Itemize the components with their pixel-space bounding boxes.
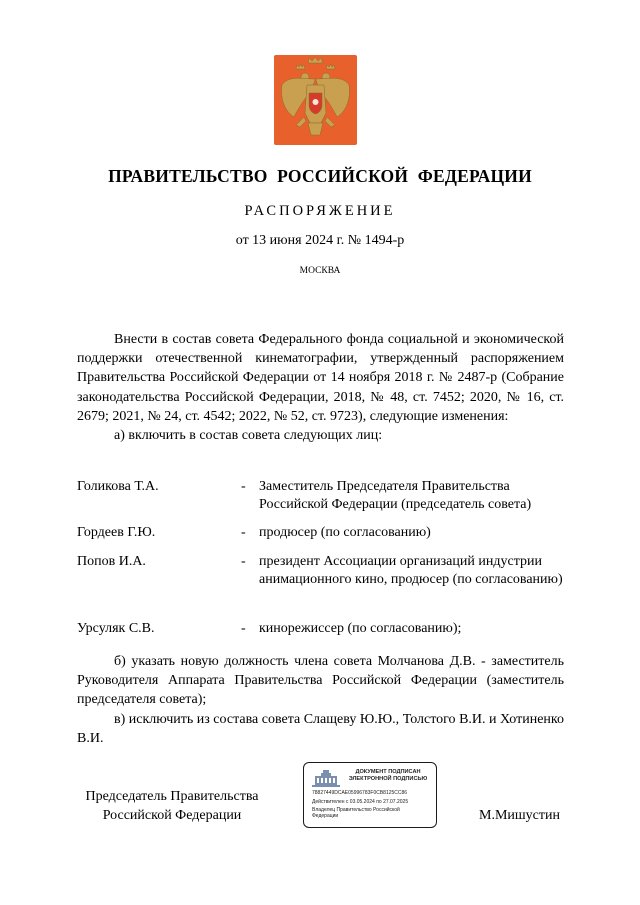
member-name: Голикова Т.А. xyxy=(77,479,159,494)
member-role: кинорежиссер (по согласованию); xyxy=(259,621,462,636)
member-name: Гордеев Г.Ю. xyxy=(77,525,156,540)
stamp-owner: Владелец Правительство Российской xyxy=(312,807,400,813)
member-dash: - xyxy=(241,554,246,569)
item-a-text: а) включить в состав совета следующих лиц: xyxy=(114,428,383,444)
intro-text: Внести в состав совета Федерального фонда социальной и экономической поддержки отечественной кинематографии, утвержденный распоряжением Правительства Российской Федерации от 14 ноября 2018 г. № 2487-р (Собрание законодательства Российской Федерации, 2018, № 48, ст. 7452; 2020, № 16, ст. 2679; 2021, № 24, ст. 4542; 2022, № 52, ст. 9723), следующие изменения: xyxy=(77,332,564,424)
document-city: МОСКВА xyxy=(299,266,341,276)
document-type: РАСПОРЯЖЕНИЕ xyxy=(244,203,396,219)
member-dash: - xyxy=(241,479,246,494)
org-title: ПРАВИТЕЛЬСТВО РОССИЙСКОЙ ФЕДЕРАЦИИ xyxy=(108,166,532,186)
member-name: Попов И.А. xyxy=(77,554,146,569)
stamp-title: ДОКУМЕНТ ПОДПИСАН ЭЛЕКТРОННОЙ ПОДПИСЬЮ xyxy=(348,769,428,782)
coat-of-arms-icon xyxy=(274,55,357,145)
signatory-title: Председатель Правительства Российской Федерации xyxy=(85,789,259,823)
stamp-owner-cont: Федерации xyxy=(312,813,339,819)
signatory-name: М.Мишустин xyxy=(479,808,560,823)
stamp-certificate: 78827449DCAE05996783F0CB8125CC86 xyxy=(312,790,408,796)
member-name: Урсуляк С.В. xyxy=(77,621,155,636)
member-dash: - xyxy=(241,621,246,636)
electronic-signature-stamp xyxy=(303,762,437,828)
items-paragraph xyxy=(77,652,564,748)
member-role: президент Ассоциации организаций индустрии анимационного кино, продюсер (по согласованию) xyxy=(259,554,563,587)
member-dash: - xyxy=(241,525,246,540)
government-building-icon xyxy=(312,769,340,787)
stamp-validity: Действителен с 03.05.2024 по 27.07.2025 xyxy=(312,799,409,805)
document-date-number: от 13 июня 2024 г. № 1494-р xyxy=(235,233,405,248)
item-c-text: в) исключить из состава совета Слащеву Ю.Ю., Толстого В.И. и Хотиненко В.И. xyxy=(77,711,564,746)
intro-paragraph xyxy=(77,330,564,445)
item-b-text: б) указать новую должность члена совета Молчанова Д.В. - заместитель Руководителя Аппарата Правительства Российской Федерации (заместитель председателя совета); xyxy=(77,654,564,708)
member-role: продюсер (по согласованию) xyxy=(259,525,431,540)
member-role: Заместитель Председателя Правительства Российской Федерации (председатель совета) xyxy=(259,479,532,512)
